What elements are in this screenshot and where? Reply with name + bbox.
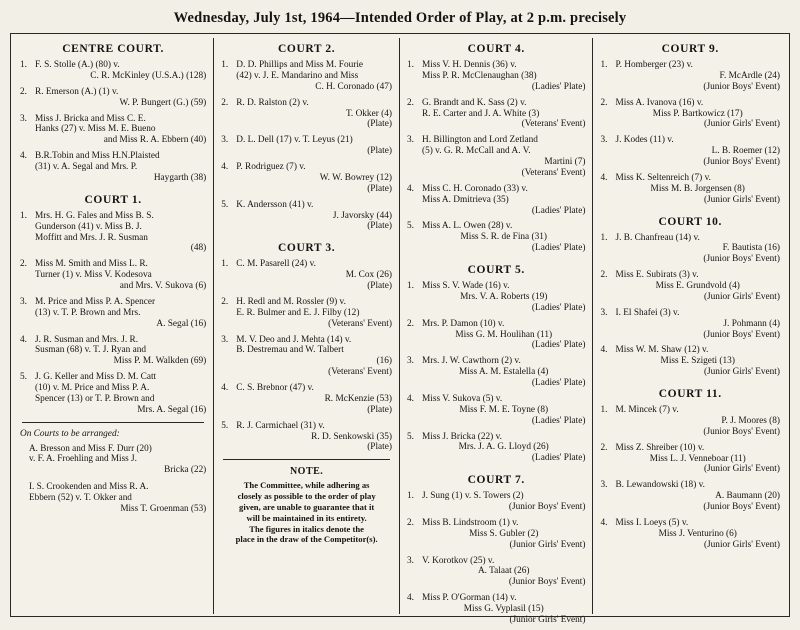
match-item [20, 259, 206, 292]
match-item [407, 98, 586, 131]
match-line: B.R.Tobin and Miss H.N.Plaisted [35, 151, 160, 162]
match-number: 3. [600, 480, 608, 491]
note-line: The Committee, while adhering as [243, 480, 370, 491]
match-line: (Junior Girls' Event) [703, 367, 780, 378]
note-line: will be maintained in its entirety. [246, 512, 367, 523]
match-line: (Ladies' Plate) [531, 243, 586, 254]
match-line: J. Sung (1) v. S. Towers (2) [421, 491, 524, 502]
match-item [407, 281, 586, 314]
match-number: 1. [20, 210, 27, 221]
note-heading: NOTE. [289, 466, 324, 478]
match-line: Miss V. Sukova (5) v. [421, 393, 503, 404]
match-line: (Junior Boys' Event) [703, 426, 780, 437]
match-item [221, 297, 392, 330]
match-line: (13) v. T. P. Brown and Mrs. [35, 307, 141, 318]
match-number: 5. [406, 431, 414, 442]
match-line: A. Bresson and Miss F. Durr (20) [29, 442, 152, 453]
match-line: Mrs. J. A. G. Lloyd (26) [458, 442, 549, 453]
match-line: J. Pohmann (4) [723, 318, 780, 329]
match-line: B. Destremau and W. Talbert [236, 345, 344, 356]
match-line: Miss F. M. E. Toyne (8) [459, 404, 549, 415]
match-line: C. M. Pasarell (24) v. [236, 259, 316, 270]
match-list [407, 281, 586, 464]
match-line: (Junior Boys' Event) [508, 502, 586, 512]
match-item [600, 518, 780, 551]
match-line: J. G. Keller and Miss D. M. Catt [35, 372, 157, 383]
match-line: Spencer (13) or T. P. Brown and [35, 393, 155, 404]
match-line: Gunderson (41) v. Miss B. J. [35, 221, 142, 232]
match-number: 5. [221, 199, 229, 210]
match-number: 3. [406, 356, 414, 367]
court-heading: COURT 1. [84, 193, 142, 206]
match-line: (Veterans' Event) [328, 318, 392, 329]
match-line: Miss S. R. de Fina (31) [460, 232, 547, 243]
match-item [600, 60, 780, 93]
match-number: 4. [221, 383, 229, 393]
match-line: (Junior Girls' Event) [703, 539, 780, 550]
match-list [600, 405, 780, 551]
match-number: 2. [221, 296, 229, 307]
match-item [407, 394, 586, 427]
court-heading: COURT 9. [661, 43, 719, 55]
match-item [407, 593, 586, 626]
match-line: (Ladies' Plate) [531, 205, 586, 216]
match-line: Mrs. J. W. Cawthorn (2) v. [421, 356, 521, 367]
match-number: 3. [221, 334, 229, 345]
match-item [20, 335, 206, 368]
columns-container [13, 38, 787, 625]
match-line: D. D. Phillips and Miss M. Fourie [236, 60, 364, 70]
match-line: F. S. Stolle (A.) (80) v. [35, 60, 120, 70]
match-line: (Plate) [367, 146, 392, 157]
match-item [221, 162, 392, 195]
match-line: P. Homberger (23) v. [615, 60, 693, 70]
match-line: (Plate) [367, 404, 392, 415]
match-list [221, 60, 392, 232]
match-line: W. P. Bungert (G.) (59) [119, 97, 207, 108]
match-line: Miss T. Groenman (53) [120, 502, 207, 513]
column-3 [400, 38, 594, 625]
match-line: C. S. Brebnor (47) v. [236, 383, 314, 393]
match-line: R. E. Carter and J. A. White (3) [421, 108, 540, 119]
match-item [407, 518, 586, 551]
match-item [407, 556, 586, 589]
match-item [20, 114, 206, 147]
match-line: Miss E. Subirats (3) v. [615, 270, 699, 281]
match-line: K. Andersson (41) v. [236, 199, 314, 210]
match-list [20, 211, 206, 416]
match-number: 3. [20, 113, 27, 124]
match-line: and Mrs. V. Sukova (6) [119, 281, 207, 291]
note-line: The figures in italics denote the [249, 523, 364, 534]
match-line: (Junior Girls' Event) [509, 539, 586, 550]
match-number: 1. [406, 60, 414, 70]
match-line: J. B. Chanfreau (14) v. [615, 232, 700, 243]
match-item [20, 87, 206, 109]
match-line: V. Korotkov (25) v. [421, 555, 495, 566]
match-line: (Ladies' Plate) [531, 81, 586, 92]
match-line: Haygarth (38) [153, 172, 207, 183]
match-number: 4. [600, 172, 608, 183]
match-line: Miss E. Szigeti (13) [660, 356, 735, 367]
court-heading: COURT 4. [467, 43, 525, 55]
match-number: 4. [221, 162, 229, 172]
match-line: Miss V. H. Dennis (36) v. [421, 60, 517, 70]
arranged-match [20, 481, 206, 514]
match-line: Miss M. B. Jorgensen (8) [650, 183, 745, 194]
match-line: C. H. Coronado (47) [315, 81, 392, 92]
match-item [600, 233, 780, 266]
divider [223, 459, 390, 460]
match-line: Turner (1) v. Miss V. Kodesova [35, 270, 152, 281]
match-line: J. Javorsky (44) [332, 210, 392, 221]
match-line: (Junior Girls' Event) [703, 464, 780, 475]
match-number: 2. [600, 97, 608, 108]
match-line: (Ladies' Plate) [531, 302, 586, 313]
column-2 [214, 38, 400, 614]
match-number: 2. [221, 97, 229, 108]
match-line: (Junior Girls' Event) [703, 291, 780, 302]
match-line: B. Lewandowski (18) v. [615, 480, 705, 491]
court-heading: COURT 11. [658, 388, 722, 400]
note-line: place in the draw of the Competitor(s). [235, 534, 378, 545]
match-line: Miss J. Bricka (22) v. [421, 431, 502, 442]
match-item [600, 480, 780, 513]
page-title: Wednesday, July 1st, 1964—Intended Order of Play, at 2 p.m. precisely [173, 10, 627, 26]
match-number: 5. [406, 221, 414, 232]
match-line: Mrs. H. G. Fales and Miss B. S. [35, 210, 154, 221]
match-item [407, 491, 586, 513]
match-number: 2. [406, 517, 414, 528]
match-line: Martini (7) [544, 157, 586, 167]
match-line: A. Talaat (26) [477, 566, 530, 577]
match-line: Miss K. Seltenreich (7) v. [615, 172, 711, 183]
match-line: Miss J. Venturino (6) [658, 528, 737, 539]
match-line: M. Cox (26) [345, 270, 392, 281]
match-line: Miss I. Loeys (5) v. [615, 517, 689, 528]
note-body [221, 480, 392, 545]
match-line: H. Redl and M. Rossler (9) v. [236, 296, 346, 307]
match-line: Miss G. Vyplasil (15) [463, 604, 544, 614]
match-line: (Junior Girls' Event) [703, 119, 780, 130]
match-line: Miss S. Gubler (2) [469, 528, 539, 539]
match-line: Miss M. Smith and Miss L. R. [35, 259, 148, 270]
match-line: (Ladies' Plate) [531, 453, 586, 464]
match-number: 1. [221, 259, 229, 270]
note-line: closely as possible to the order of play [237, 491, 376, 502]
match-item [407, 221, 586, 254]
match-line: Miss L. J. Venneboar (11) [649, 453, 746, 464]
match-line: Moffitt and Mrs. J. R. Susman [35, 232, 148, 243]
match-line: P. J. Moores (8) [721, 415, 780, 426]
match-line: (Veterans' Event) [328, 367, 392, 378]
match-line: R. D. Senkowski (35) [311, 431, 392, 442]
match-item [407, 135, 586, 179]
match-item [20, 211, 206, 255]
match-list [221, 259, 392, 453]
courts-to-be-arranged-heading: On Courts to be arranged: [20, 428, 120, 439]
match-item [600, 135, 780, 168]
match-line: (Junior Boys' Event) [703, 254, 780, 265]
match-item [600, 270, 780, 303]
match-number: 1. [600, 60, 608, 70]
match-line: (Plate) [367, 119, 392, 130]
court-heading: COURT 3. [278, 242, 336, 255]
match-number: 5. [20, 372, 27, 383]
match-item [600, 98, 780, 131]
match-line: A. Segal (16) [156, 318, 207, 329]
match-line: A. Baumann (20) [715, 491, 780, 502]
match-item [221, 200, 392, 233]
match-item [407, 356, 586, 389]
match-line: (42) v. J. E. Mandarino and Miss [236, 70, 359, 81]
match-line: Miss A. Dmitrieva (35) [421, 194, 509, 205]
match-line: R. McKenzie (53) [324, 393, 392, 404]
match-line: J. Kodes (11) v. [615, 135, 674, 146]
match-line: Mrs. A. Segal (16) [137, 404, 207, 415]
match-line: and Miss R. A. Ebbern (40) [103, 135, 207, 146]
match-line: E. R. Bulmer and E. J. Filby (12) [236, 307, 360, 318]
note-line: given, are unable to guarantee that it [239, 501, 375, 512]
match-number: 2. [406, 318, 414, 329]
match-line: Miss S. V. Wade (16) v. [421, 281, 510, 291]
match-line: Miss A. M. Estalella (4) [459, 367, 549, 378]
match-number: 2. [406, 97, 414, 108]
match-item [20, 372, 206, 416]
match-line: Miss P. R. McClenaughan (38) [421, 70, 537, 81]
match-line: (Veterans' Event) [521, 119, 586, 130]
divider [22, 422, 204, 423]
match-line: (5) v. G. R. McCall and A. V. [421, 146, 531, 157]
match-line: M. Mincek (7) v. [615, 405, 679, 415]
match-number: 1. [600, 405, 608, 415]
match-line: (Ladies' Plate) [531, 340, 586, 351]
match-number: 1. [221, 60, 229, 70]
match-item [221, 421, 392, 454]
match-item [600, 308, 780, 341]
match-line: J. R. Susman and Mrs. J. R. [35, 334, 139, 345]
match-line: C. R. McKinley (U.S.A.) (128) [90, 70, 207, 81]
match-line: Hanks (27) v. Miss M. E. Bueno [35, 124, 156, 135]
match-line: (Junior Boys' Event) [703, 81, 780, 92]
match-item [20, 151, 206, 184]
match-line: Miss B. Lindstroom (1) v. [421, 517, 519, 528]
match-line: (Junior Boys' Event) [508, 577, 586, 588]
match-number: 4. [406, 393, 414, 404]
match-line: M. V. Deo and J. Mehta (14) v. [236, 334, 352, 345]
match-line: F. McArdle (24) [719, 70, 780, 81]
match-line: Miss J. Bricka and Miss C. E. [35, 113, 146, 124]
match-number: 2. [600, 270, 608, 281]
match-number: 4. [20, 151, 27, 162]
match-item [221, 60, 392, 93]
match-number: 3. [600, 307, 608, 318]
match-item [407, 184, 586, 217]
schedule-frame [10, 33, 790, 625]
match-item [600, 405, 780, 438]
match-number: 3. [600, 135, 608, 146]
match-line: (Ladies' Plate) [531, 415, 586, 426]
match-line: T. Okker (4) [345, 108, 392, 119]
match-number: 4. [600, 345, 608, 356]
court-heading: COURT 5. [467, 264, 525, 276]
match-list [600, 233, 780, 379]
match-line: R. J. Carmichael (31) v. [236, 420, 325, 431]
match-line: (Veterans' Event) [521, 167, 586, 178]
match-number: 3. [406, 135, 414, 146]
match-line: (16) [376, 356, 392, 367]
match-item [221, 335, 392, 379]
match-line: Miss Z. Shreiber (10) v. [615, 442, 705, 453]
match-line: Miss E. Grundvold (4) [655, 281, 740, 291]
match-line: (31) v. A. Segal and Mrs. P. [35, 162, 138, 172]
match-item [221, 383, 392, 416]
match-list [600, 60, 780, 206]
match-line: Bricka (22) [164, 464, 207, 475]
match-line: Mrs. V. A. Roberts (19) [460, 291, 548, 302]
match-number: 4. [406, 593, 414, 604]
match-line: M. Price and Miss P. A. Spencer [35, 296, 156, 307]
match-number: 3. [221, 135, 229, 146]
match-item [407, 60, 586, 93]
match-line: W. W. Bowrey (12) [319, 172, 392, 183]
match-number: 4. [20, 334, 27, 345]
match-line: R. Emerson (A.) (1) v. [35, 86, 119, 97]
match-line: (Plate) [367, 442, 392, 453]
match-line: (Ladies' Plate) [531, 378, 586, 388]
match-line: (Junior Girls' Event) [703, 194, 780, 205]
match-line: Susman (68) v. T. J. Ryan and [35, 345, 147, 356]
match-number: 1. [406, 281, 414, 291]
match-line: I. S. Crookenden and Miss R. A. [29, 481, 149, 492]
match-line: Miss P. Bartkowicz (17) [652, 108, 743, 119]
courts-to-be-arranged-list [20, 443, 206, 514]
match-line: (10) v. M. Price and Miss P. A. [35, 383, 150, 393]
match-item [20, 60, 206, 82]
match-line: Miss P. O'Gorman (14) v. [421, 593, 517, 604]
match-line: (Plate) [367, 281, 392, 291]
match-item [600, 443, 780, 476]
match-line: (Junior Boys' Event) [703, 157, 780, 167]
match-line: (Plate) [367, 183, 392, 194]
match-line: Miss A. L. Owen (28) v. [421, 221, 513, 232]
match-line: (Plate) [367, 221, 392, 232]
match-line: (Junior Boys' Event) [703, 502, 780, 512]
match-number: 5. [221, 420, 229, 431]
match-item [20, 297, 206, 330]
match-line: (Junior Boys' Event) [703, 329, 780, 340]
court-heading: CENTRE COURT. [62, 43, 164, 55]
column-1 [13, 38, 214, 614]
match-item [600, 173, 780, 206]
match-line: Miss C. H. Coronado (33) v. [421, 183, 528, 194]
court-heading: COURT 2. [278, 43, 336, 55]
match-line: H. Billington and Lord Zetland [421, 135, 538, 146]
match-number: 1. [406, 491, 414, 502]
match-line: P. Rodriguez (7) v. [236, 162, 306, 172]
match-list [407, 60, 586, 254]
match-line: (48) [190, 243, 207, 254]
column-4 [593, 38, 787, 614]
match-line: I. El Shafei (3) v. [615, 307, 680, 318]
match-line: G. Brandt and K. Sass (2) v. [421, 97, 527, 108]
match-line: v. F. A. Froehling and Miss J. [29, 453, 137, 464]
match-line: L. B. Roemer (12) [711, 146, 780, 157]
match-list [20, 60, 206, 184]
match-number: 2. [20, 86, 27, 97]
match-line: Ebbern (52) v. T. Okker and [29, 492, 132, 503]
match-number: 4. [600, 517, 608, 528]
match-line: F. Bautista (16) [722, 243, 780, 254]
match-number: 1. [600, 232, 608, 243]
match-list [407, 491, 586, 626]
match-number: 1. [20, 60, 27, 70]
match-line: Mrs. P. Damon (10) v. [421, 318, 505, 329]
match-line: Miss A. Ivanova (16) v. [615, 97, 704, 108]
match-line: D. L. Dell (17) v. T. Leyus (21) [236, 135, 353, 146]
match-item [221, 135, 392, 157]
match-line: R. D. Ralston (2) v. [236, 97, 309, 108]
court-heading: COURT 10. [658, 215, 723, 228]
match-item [407, 432, 586, 465]
match-line: Miss G. M. Houlihan (11) [455, 329, 553, 340]
match-line: (Junior Girls' Event) [509, 614, 586, 625]
match-number: 3. [20, 296, 27, 307]
match-line: Miss P. M. Walkden (69) [113, 356, 207, 367]
match-number: 4. [406, 183, 414, 194]
match-item [407, 319, 586, 352]
match-item [221, 98, 392, 131]
match-number: 3. [406, 555, 414, 566]
court-heading: COURT 7. [467, 474, 525, 487]
match-line: Miss W. M. Shaw (12) v. [615, 345, 709, 356]
match-number: 2. [600, 442, 608, 453]
match-item [221, 259, 392, 292]
match-item [600, 345, 780, 378]
match-number: 2. [20, 259, 27, 270]
arranged-match [20, 443, 206, 476]
